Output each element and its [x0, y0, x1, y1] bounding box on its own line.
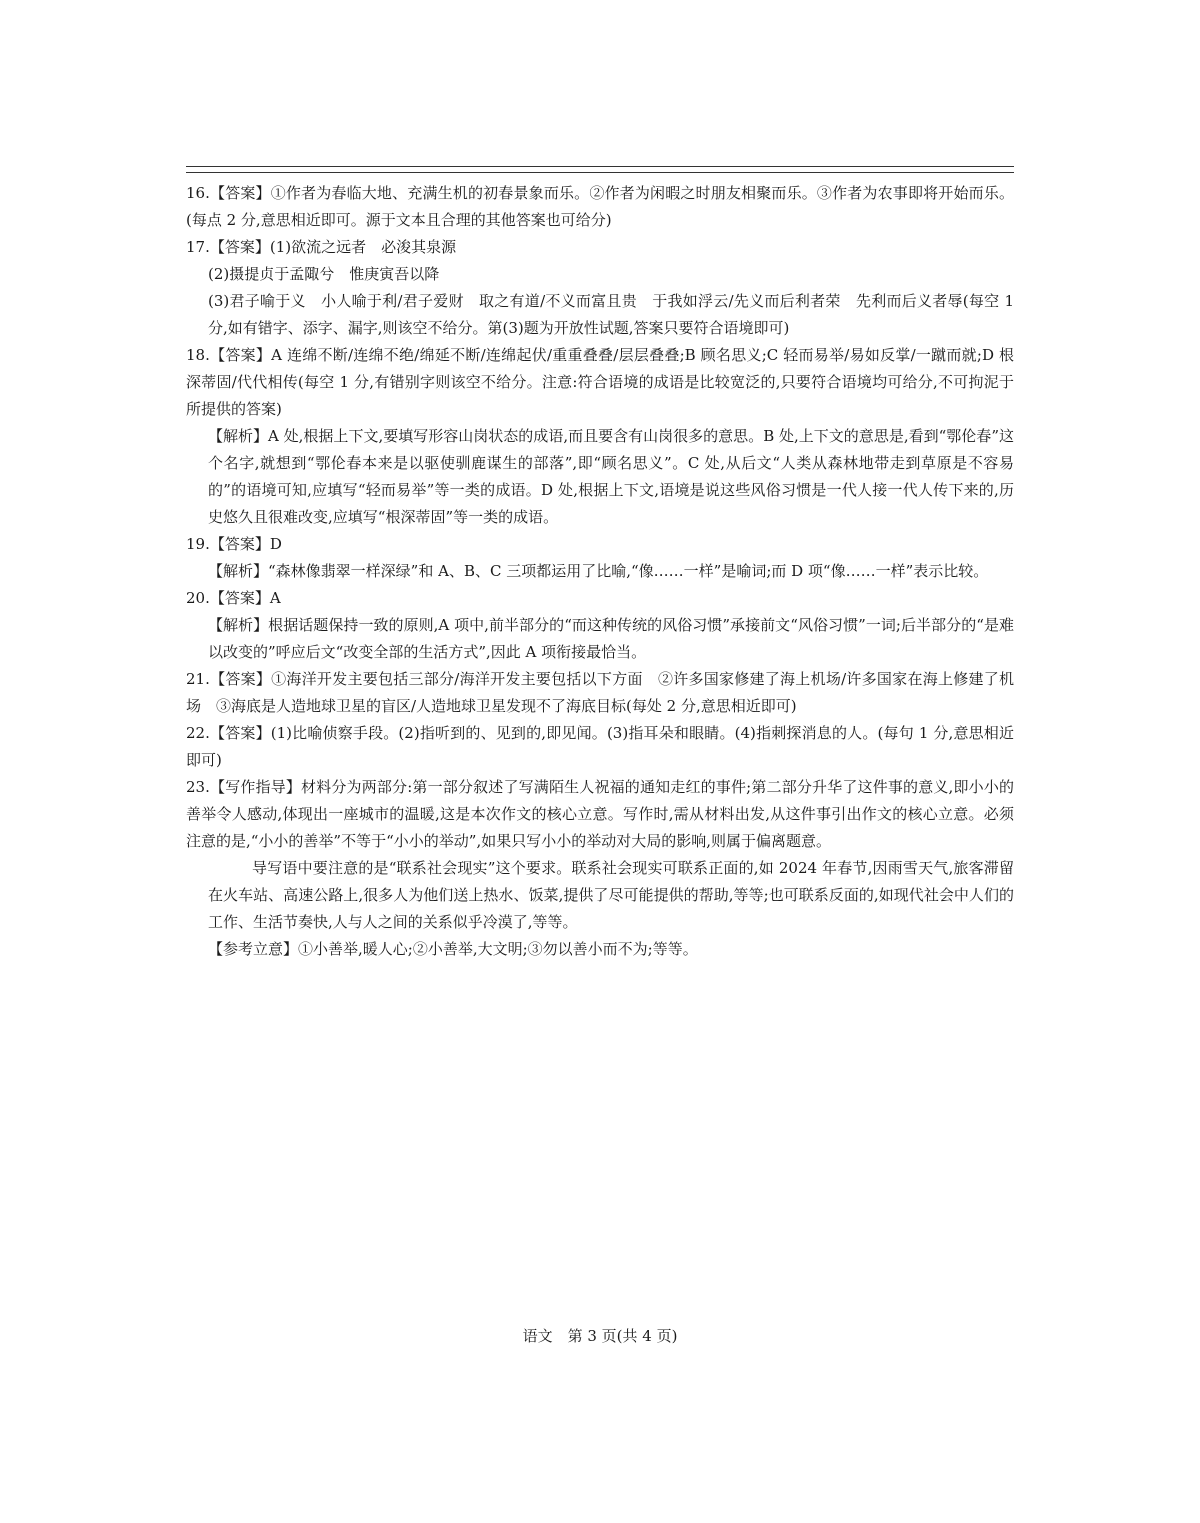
header-double-rule	[186, 166, 1014, 173]
writing-guide-23: 23.【写作指导】材料分为两部分:第一部分叙述了写满陌生人祝福的通知走红的事件;第二部分升华了这件事的意义,即小小的善举令人感动,体现出一座城市的温暖,这是本次作文的核心立意。写作时,需从材料出发,从这件事引出作文的核心立意。必须注意的是,“小小的善举”不等于“小小的举动”,如果只写小小的举动对大局的影响,则属于偏离题意。	[186, 778, 1014, 850]
analysis-18: 【解析】A 处,根据上下文,要填写形容山岗状态的成语,而且要含有山岗很多的意思。B 处,上下文的意思是,看到“鄂伦春”这个名字,就想到“鄂伦春本来是以驱使驯鹿谋生的部落”,即“顾名思义”。C 处,从后文“人类从森林地带走到草原是不容易的”的语境可知,应填写“轻而易举”等一类的成语。D 处,根据上下文,语境是说这些风俗习惯是一代人接一代人传下来的,历史悠久且很难改变,应填写“根深蒂固”等一类的成语。	[208, 427, 1014, 526]
answer-22: 22.【答案】(1)比喻侦察手段。(2)指听到的、见到的,即见闻。(3)指耳朵和眼睛。(4)指刺探消息的人。(每句 1 分,意思相近即可)	[186, 724, 1014, 769]
answer-20: 20.【答案】A	[186, 589, 281, 607]
answer-18: 18.【答案】A 连绵不断/连绵不绝/绵延不断/连绵起伏/重重叠叠/层层叠叠;B 顾名思义;C 轻而易举/易如反掌/一蹴而就;D 根深蒂固/代代相传(每空 1 分,有错别字则该空不给分。注意:符合语境的成语是比较宽泛的,只要符合语境均可给分,不可拘泥于所提供的答案)	[186, 346, 1014, 418]
answer-21: 21.【答案】①海洋开发主要包括三部分/海洋开发主要包括以下方面 ②许多国家修建了海上机场/许多国家在海上修建了机场 ③海底是人造地球卫星的盲区/人造地球卫星发现不了海底目标(每处 2 分,意思相近即可)	[186, 670, 1014, 715]
answer-17-part-2: (2)摄提贞于孟陬兮 惟庚寅吾以降	[208, 265, 440, 283]
analysis-19: 【解析】“森林像翡翠一样深绿”和 A、B、C 三项都运用了比喻,“像……一样”是喻词;而 D 项“像……一样”表示比较。	[208, 562, 989, 580]
writing-guide-23-para-2: 导写语中要注意的是“联系社会现实”这个要求。联系社会现实可联系正面的,如 2024 年春节,因雨雪天气,旅客滞留在火车站、高速公路上,很多人为他们送上热水、饭菜,提供了尽可能提供的帮助,等等;也可联系反面的,如现代社会中人们的工作、生活节奏快,人与人之间的关系似乎冷漠了,等等。	[208, 859, 1014, 931]
answer-17: 17.【答案】(1)欲流之远者 必浚其泉源	[186, 238, 457, 256]
answer-19: 19.【答案】D	[186, 535, 282, 553]
reference-theme-23: 【参考立意】①小善举,暖人心;②小善举,大文明;③勿以善小而不为;等等。	[208, 940, 698, 958]
answer-content	[186, 180, 1014, 963]
answer-17-part-3: (3)君子喻于义 小人喻于利/君子爱财 取之有道/不义而富且贵 于我如浮云/先义而后利者荣 先利而后义者辱(每空 1 分,如有错字、添字、漏字,则该空不给分。第(3)题为开放性试题,答案只要符合语境即可)	[208, 292, 1014, 337]
answer-16: 16.【答案】①作者为春临大地、充满生机的初春景象而乐。②作者为闲暇之时朋友相聚而乐。③作者为农事即将开始而乐。(每点 2 分,意思相近即可。源于文本且合理的其他答案也可给分)	[186, 184, 1014, 229]
analysis-20: 【解析】根据话题保持一致的原则,A 项中,前半部分的“而这种传统的风俗习惯”承接前文“风俗习惯”一词;后半部分的“是难以改变的”呼应后文“改变全部的生活方式”,因此 A 项衔接最恰当。	[208, 616, 1014, 661]
page-footer: 语文 第 3 页(共 4 页)	[522, 1327, 678, 1345]
